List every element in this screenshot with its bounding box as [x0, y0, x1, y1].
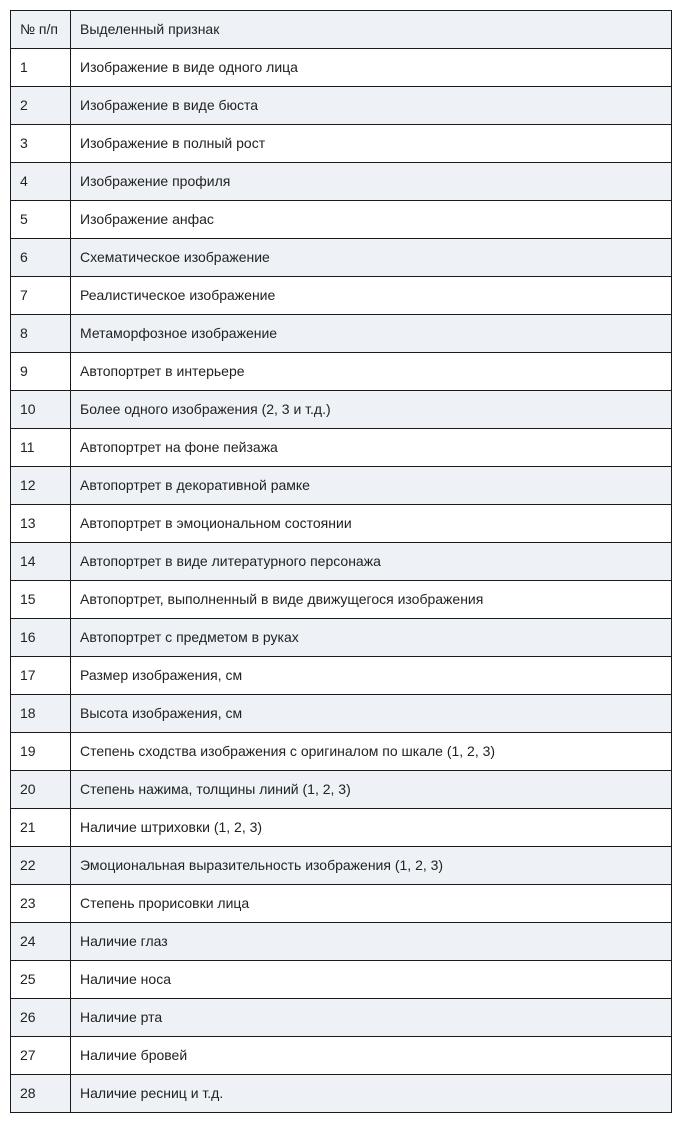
row-number-cell: 27 — [11, 1037, 71, 1075]
feature-cell: Степень сходства изображения с оригиналом по шкале (1, 2, 3) — [71, 733, 672, 771]
row-number-cell: 16 — [11, 619, 71, 657]
feature-cell: Автопортрет, выполненный в виде движущегося изображения — [71, 581, 672, 619]
table-row — [11, 999, 672, 1037]
table-row — [11, 581, 672, 619]
row-number-cell: 20 — [11, 771, 71, 809]
table-row — [11, 1037, 672, 1075]
table-header-row — [11, 11, 672, 49]
table-row — [11, 543, 672, 581]
row-number-cell: 8 — [11, 315, 71, 353]
row-number-cell: 26 — [11, 999, 71, 1037]
feature-cell: Высота изображения, см — [71, 695, 672, 733]
feature-cell: Изображение в виде одного лица — [71, 49, 672, 87]
feature-cell: Изображение профиля — [71, 163, 672, 201]
table-row — [11, 87, 672, 125]
table-row — [11, 125, 672, 163]
row-number-cell: 19 — [11, 733, 71, 771]
table-row — [11, 771, 672, 809]
row-number-cell: 15 — [11, 581, 71, 619]
row-number-cell: 6 — [11, 239, 71, 277]
feature-cell: Автопортрет в интерьере — [71, 353, 672, 391]
feature-cell: Наличие бровей — [71, 1037, 672, 1075]
row-number-cell: 13 — [11, 505, 71, 543]
table-row — [11, 923, 672, 961]
feature-cell: Степень нажима, толщины линий (1, 2, 3) — [71, 771, 672, 809]
table-row — [11, 467, 672, 505]
feature-cell: Наличие штриховки (1, 2, 3) — [71, 809, 672, 847]
row-number-cell: 14 — [11, 543, 71, 581]
row-number-cell: 25 — [11, 961, 71, 999]
table-row — [11, 695, 672, 733]
row-number-cell: 28 — [11, 1075, 71, 1113]
table-row — [11, 429, 672, 467]
table-row — [11, 1075, 672, 1113]
table-row — [11, 809, 672, 847]
feature-cell: Наличие носа — [71, 961, 672, 999]
table-row — [11, 847, 672, 885]
row-number-cell: 23 — [11, 885, 71, 923]
row-number-cell: 24 — [11, 923, 71, 961]
row-number-cell: 18 — [11, 695, 71, 733]
feature-cell: Наличие глаз — [71, 923, 672, 961]
feature-cell: Автопортрет в виде литературного персонажа — [71, 543, 672, 581]
feature-cell: Реалистическое изображение — [71, 277, 672, 315]
feature-cell: Схематическое изображение — [71, 239, 672, 277]
table-row — [11, 657, 672, 695]
row-number-cell: 10 — [11, 391, 71, 429]
column-header-feature: Выделенный признак — [71, 11, 672, 49]
row-number-cell: 21 — [11, 809, 71, 847]
table-row — [11, 239, 672, 277]
table-row — [11, 201, 672, 239]
feature-cell: Наличие рта — [71, 999, 672, 1037]
table-row — [11, 885, 672, 923]
table-row — [11, 277, 672, 315]
row-number-cell: 9 — [11, 353, 71, 391]
row-number-cell: 2 — [11, 87, 71, 125]
row-number-cell: 17 — [11, 657, 71, 695]
row-number-cell: 11 — [11, 429, 71, 467]
feature-cell: Степень прорисовки лица — [71, 885, 672, 923]
feature-cell: Эмоциональная выразительность изображения (1, 2, 3) — [71, 847, 672, 885]
table-row — [11, 505, 672, 543]
table-row — [11, 353, 672, 391]
table-row — [11, 391, 672, 429]
column-header-number: № п/п — [11, 11, 71, 49]
row-number-cell: 3 — [11, 125, 71, 163]
table-row — [11, 733, 672, 771]
table-row — [11, 619, 672, 657]
table-row — [11, 315, 672, 353]
table-row — [11, 163, 672, 201]
feature-cell: Изображение анфас — [71, 201, 672, 239]
row-number-cell: 5 — [11, 201, 71, 239]
features-table-container — [10, 10, 671, 1113]
table-row — [11, 49, 672, 87]
row-number-cell: 4 — [11, 163, 71, 201]
feature-cell: Автопортрет с предметом в руках — [71, 619, 672, 657]
feature-cell: Изображение в полный рост — [71, 125, 672, 163]
feature-cell: Автопортрет в эмоциональном состоянии — [71, 505, 672, 543]
feature-cell: Наличие ресниц и т.д. — [71, 1075, 672, 1113]
row-number-cell: 1 — [11, 49, 71, 87]
row-number-cell: 22 — [11, 847, 71, 885]
feature-cell: Более одного изображения (2, 3 и т.д.) — [71, 391, 672, 429]
row-number-cell: 7 — [11, 277, 71, 315]
feature-cell: Размер изображения, см — [71, 657, 672, 695]
row-number-cell: 12 — [11, 467, 71, 505]
table-body — [11, 49, 672, 1113]
feature-cell: Метаморфозное изображение — [71, 315, 672, 353]
feature-cell: Автопортрет в декоративной рамке — [71, 467, 672, 505]
table-row — [11, 961, 672, 999]
features-table — [10, 10, 672, 1113]
feature-cell: Автопортрет на фоне пейзажа — [71, 429, 672, 467]
feature-cell: Изображение в виде бюста — [71, 87, 672, 125]
